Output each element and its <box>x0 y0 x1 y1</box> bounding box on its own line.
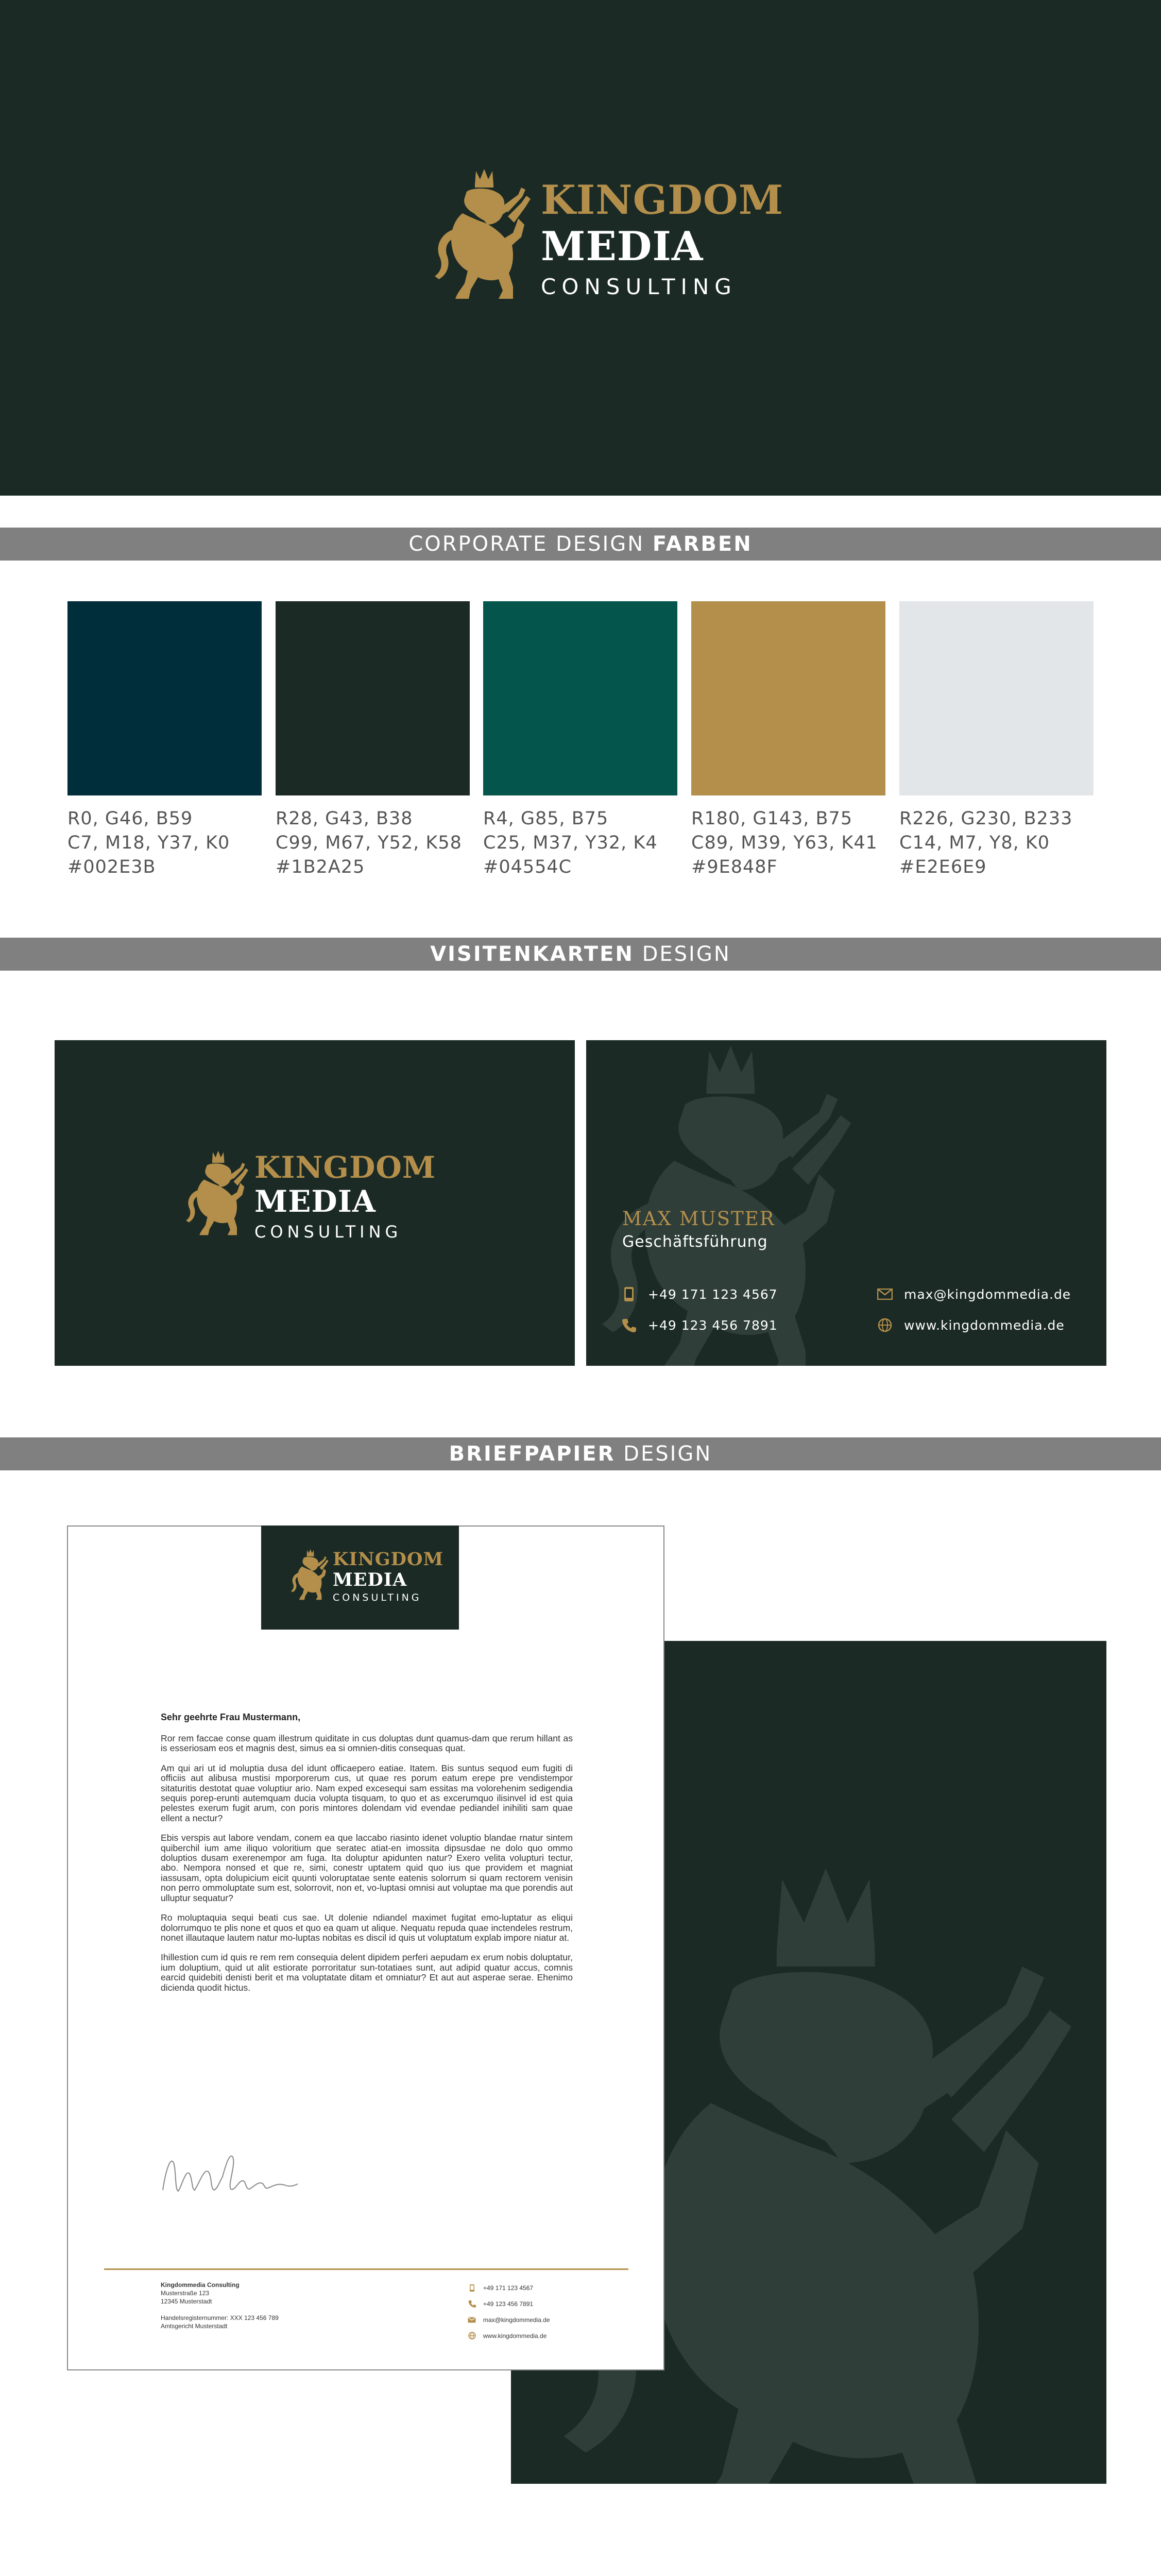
footer-city: 12345 Musterstadt <box>161 2298 212 2305</box>
footer-street: Musterstraße 123 <box>161 2290 210 2297</box>
footer-phone-text: +49 123 456 7891 <box>483 2300 534 2308</box>
card-phone <box>621 1317 778 1333</box>
phone-handset-icon <box>468 2300 476 2308</box>
section-title-bold: BRIEFPAPIER <box>449 1442 616 1466</box>
globe-icon <box>468 2332 476 2340</box>
color-rgb: R4, G85, B75 <box>483 808 609 829</box>
color-rgb: R180, G143, B75 <box>691 808 853 829</box>
footer-mobile-text: +49 171 123 4567 <box>483 2284 534 2292</box>
footer-phone <box>468 2296 550 2312</box>
color-cmyk: C25, M37, Y32, K4 <box>483 833 658 853</box>
hero-logo <box>431 167 783 311</box>
color-spec-1 <box>67 807 268 879</box>
phone-handset-icon <box>621 1317 637 1333</box>
card-email <box>877 1286 1071 1302</box>
color-swatch-3 <box>483 601 677 795</box>
lion-crown-icon <box>289 1548 330 1605</box>
lion-crown-icon <box>183 1149 250 1243</box>
letterhead-logo-box <box>261 1526 459 1630</box>
letter-footer-contact <box>468 2280 550 2344</box>
card-phone-text: +49 123 456 7891 <box>648 1317 778 1333</box>
logo-word-consulting: CONSULTING <box>333 1592 422 1603</box>
card-mobile <box>621 1286 778 1302</box>
card-email-text: max@kingdommedia.de <box>904 1286 1071 1302</box>
color-spec-2 <box>276 807 476 879</box>
section-title-light: CORPORATE DESIGN <box>408 532 653 556</box>
card-web <box>877 1317 1065 1333</box>
section-title-light: DESIGN <box>615 1442 712 1466</box>
color-hex: #002E3B <box>67 857 156 877</box>
hero-banner <box>0 0 1161 496</box>
logo-word-consulting: CONSULTING <box>541 274 737 299</box>
letter-greeting: Sehr geehrte Frau Mustermann, <box>161 1712 301 1722</box>
color-spec-3 <box>483 807 684 879</box>
footer-email-text: max@kingdommedia.de <box>483 2316 550 2324</box>
color-hex: #9E848F <box>691 857 778 877</box>
logo-word-media: MEDIA <box>541 223 704 270</box>
lion-crown-icon <box>431 167 534 311</box>
card-person-title: Geschäftsführung <box>622 1233 768 1251</box>
color-cmyk: C14, M7, Y8, K0 <box>899 833 1050 853</box>
color-cmyk: C7, M18, Y37, K0 <box>67 833 230 853</box>
letter-paragraph: Ror rem faccae conse quam illestrum quiditate in cus doluptas dunt quamus-dam que rerum hillant as is esseriosam eos et magnis dest, simus ea si omnien-ditis consequas quat. <box>161 1733 573 1754</box>
envelope-icon <box>468 2316 476 2324</box>
color-hex: #E2E6E9 <box>899 857 987 877</box>
footer-register: Handelsregisternummer: XXX 123 456 789 <box>161 2314 279 2321</box>
section-title-bold: VISITENKARTEN <box>430 942 634 966</box>
business-card-back <box>586 1040 1106 1366</box>
color-swatch-2 <box>276 601 470 795</box>
section-bar-farben <box>0 528 1161 561</box>
section-bar-visitenkarten <box>0 938 1161 971</box>
logo-word-kingdom: KINGDOM <box>254 1150 436 1185</box>
letter-body <box>161 1734 573 2003</box>
business-card-front <box>55 1040 575 1366</box>
logo-word-kingdom: KINGDOM <box>541 177 784 224</box>
logo-word-media: MEDIA <box>333 1569 407 1590</box>
footer-email <box>468 2312 550 2328</box>
letter-footer-address <box>161 2281 279 2330</box>
letterhead-front-page <box>67 1526 664 2370</box>
card-person-name: MAX MUSTER <box>622 1208 775 1230</box>
signature <box>161 2133 300 2206</box>
color-swatch-1 <box>67 601 262 795</box>
color-rgb: R28, G43, B38 <box>276 808 413 829</box>
color-spec-5 <box>899 807 1100 879</box>
color-cmyk: C99, M67, Y52, K58 <box>276 833 462 853</box>
mobile-phone-icon <box>621 1286 637 1302</box>
logo-word-media: MEDIA <box>254 1184 376 1219</box>
footer-web-text: www.kingdommedia.de <box>483 2332 547 2340</box>
color-swatch-5 <box>899 601 1094 795</box>
letterhead-logo <box>289 1548 443 1605</box>
color-hex: #04554C <box>483 857 572 877</box>
section-title-bold: FARBEN <box>652 532 753 556</box>
mobile-phone-icon <box>468 2284 476 2292</box>
footer-company: Kingdommedia Consulting <box>161 2281 240 2289</box>
card-logo <box>183 1149 436 1243</box>
color-swatch-4 <box>691 601 885 795</box>
letter-footer-rule <box>104 2268 628 2270</box>
color-rgb: R0, G46, B59 <box>67 808 193 829</box>
section-bar-briefpapier <box>0 1437 1161 1470</box>
letter-paragraph: Am qui ari ut id moluptia dusa del idunt officaepero eatiae. Itatem. Bis suntus sequod eum fugiti di officiis aut alibusa mustisi mporporerum cus, ut quae res porum eatum erepe pre vendistempor sitaturitis destotat quae voluptiur ario. Nam exped excesequi sam essitas ma volorehenim sedigendia sequis porep-erunti autemquam ducia volupta tisquam, to quo et as excerumquo ilisinvel id est quia pelestes exerum fugit arum, con poris mintores dolendam vid evendae pediandel inihiliti sam quae ellent a nectur? <box>161 1762 573 1823</box>
footer-mobile <box>468 2280 550 2296</box>
color-hex: #1B2A25 <box>276 857 365 877</box>
footer-web <box>468 2328 550 2344</box>
letter-paragraph: Ebis verspis aut labore vendam, conem ea que laccabo riasinto idenet voluptio blandae rnatur sintem quiberchil ium ame iliquo voloritium que seratec atiat-en imossita dipsusdae ne dolo quo ommo doluptios dusam exerenempor am fuga. Ita doluptur apidunten natur? Exero velita volupturi tectur, abo. Nempora nonsed et que re, simi, conestr uptatem quid quo ius que providem et magniat iassusam, opta dolupicium eicit quunti voloruptatae sente eatenis solorrum si quam rectorem venisin non perro ommoluptate sum est, solorrovit, non et, vo-luptasi omnisi aut voluptae ma que porendis aut ulluptur sequatur? <box>161 1833 573 1903</box>
logo-word-kingdom: KINGDOM <box>333 1549 444 1570</box>
letter-paragraph: Ro moluptaquia sequi beati cus sae. Ut dolenie ndiandel maximet fugitat emo-luptatur as eliqui dolorrumquo te plis none et quos et quo ea quam ut alique. Nequatu repuda quae inctendeles restrum, nonet illautaque lautem natur mo-luptas nobitas es discil id quis ut voluptatum explab impore niatur at. <box>161 1912 573 1943</box>
section-title-light: DESIGN <box>634 942 731 966</box>
letter-paragraph: Ihillestion cum id quis re rem rem consequia delent dipidem perferi aepudam ex erum nobis doluptatur, ium doluptium, quid ut alit estiorate porroritatur sun-totatiaes sunt, aut adipid quatur accus, comnis earcid quidebiti denisti berit et ma voluptatate ditam et omniatur? Et aut aut asperae serae. Ehenimo dicienda quodit hictus. <box>161 1952 573 1993</box>
color-spec-4 <box>691 807 892 879</box>
footer-spacer <box>161 2306 279 2314</box>
logo-word-consulting: CONSULTING <box>254 1222 402 1242</box>
color-cmyk: C89, M39, Y63, K41 <box>691 833 878 853</box>
card-web-text: www.kingdommedia.de <box>904 1317 1065 1333</box>
footer-court: Amtsgericht Musterstadt <box>161 2323 228 2330</box>
globe-icon <box>877 1317 893 1333</box>
envelope-icon <box>877 1286 893 1302</box>
color-rgb: R226, G230, B233 <box>899 808 1073 829</box>
card-mobile-text: +49 171 123 4567 <box>648 1286 778 1302</box>
